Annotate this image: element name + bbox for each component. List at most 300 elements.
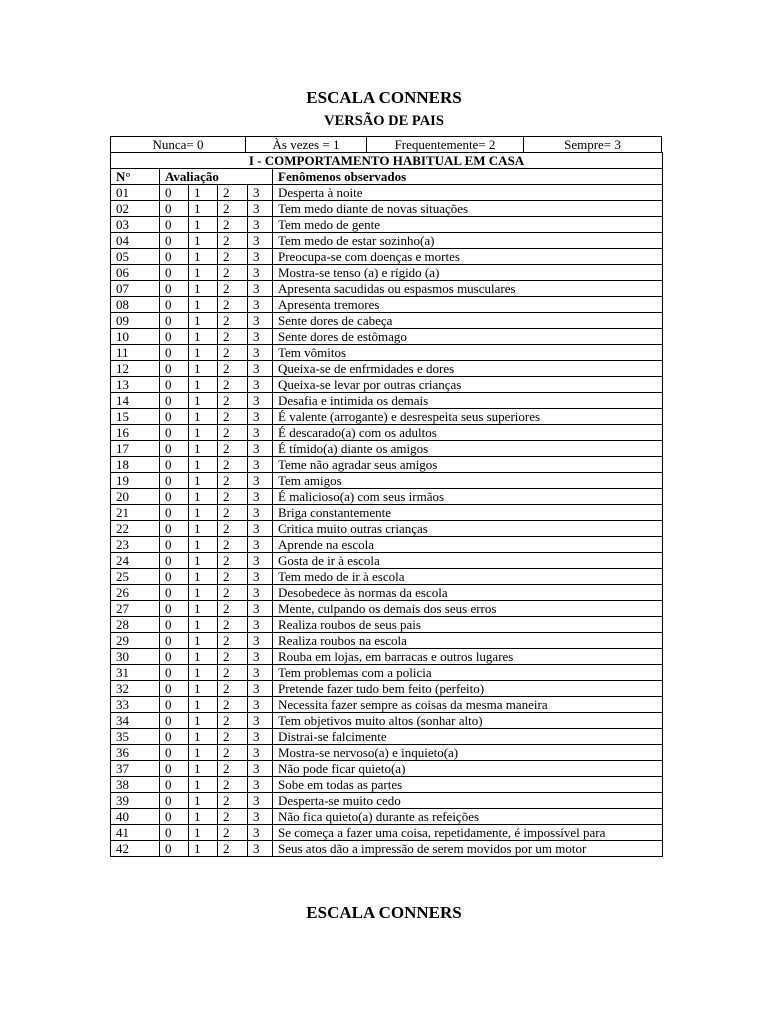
item-description: É valente (arrogante) e desrespeita seus superiores <box>273 409 663 425</box>
rating-option-0[interactable]: 0 <box>160 825 189 841</box>
table-row <box>111 393 663 409</box>
rating-option-0[interactable]: 0 <box>160 281 189 297</box>
rating-option-0[interactable]: 0 <box>160 201 189 217</box>
item-number: 20 <box>111 489 160 505</box>
rating-option-0[interactable]: 0 <box>160 505 189 521</box>
rating-option-0[interactable]: 0 <box>160 841 189 857</box>
rating-option-3[interactable]: 3 <box>248 569 273 585</box>
item-number: 04 <box>111 233 160 249</box>
rating-option-3[interactable]: 3 <box>248 697 273 713</box>
item-description: Tem objetivos muito altos (sonhar alto) <box>273 713 663 729</box>
table-row <box>111 441 663 457</box>
rating-option-2[interactable]: 2 <box>218 681 248 697</box>
rating-option-3[interactable]: 3 <box>248 665 273 681</box>
rating-option-0[interactable]: 0 <box>160 745 189 761</box>
rating-option-1[interactable]: 1 <box>189 713 218 729</box>
item-number: 31 <box>111 665 160 681</box>
rating-option-3[interactable]: 3 <box>248 553 273 569</box>
item-description: Se começa a fazer uma coisa, repetidamente, é impossível para <box>273 825 663 841</box>
item-number: 38 <box>111 777 160 793</box>
rating-option-1[interactable]: 1 <box>189 825 218 841</box>
item-description: Não fica quieto(a) durante as refeições <box>273 809 663 825</box>
item-number: 08 <box>111 297 160 313</box>
item-number: 37 <box>111 761 160 777</box>
table-row <box>111 665 663 681</box>
rating-legend <box>110 136 662 153</box>
rating-option-1[interactable]: 1 <box>189 729 218 745</box>
item-description: Preocupa-se com doenças e mortes <box>273 249 663 265</box>
table-row <box>111 825 663 841</box>
item-description: Tem vômitos <box>273 345 663 361</box>
rating-option-0[interactable]: 0 <box>160 265 189 281</box>
rating-option-2[interactable]: 2 <box>218 265 248 281</box>
item-description: Aprende na escola <box>273 537 663 553</box>
table-row <box>111 729 663 745</box>
rating-option-0[interactable]: 0 <box>160 473 189 489</box>
rating-option-0[interactable]: 0 <box>160 761 189 777</box>
table-row <box>111 377 663 393</box>
rating-option-1[interactable]: 1 <box>189 793 218 809</box>
table-row <box>111 633 663 649</box>
rating-option-0[interactable]: 0 <box>160 569 189 585</box>
header-number: N° <box>111 169 160 185</box>
rating-option-2[interactable]: 2 <box>218 233 248 249</box>
rating-option-3[interactable]: 3 <box>248 793 273 809</box>
rating-option-3[interactable]: 3 <box>248 681 273 697</box>
rating-option-2[interactable]: 2 <box>218 537 248 553</box>
rating-option-1[interactable]: 1 <box>189 665 218 681</box>
rating-option-0[interactable]: 0 <box>160 329 189 345</box>
rating-option-1[interactable]: 1 <box>189 473 218 489</box>
rating-option-0[interactable]: 0 <box>160 649 189 665</box>
rating-option-3[interactable]: 3 <box>248 297 273 313</box>
rating-option-2[interactable]: 2 <box>218 297 248 313</box>
rating-option-3[interactable]: 3 <box>248 761 273 777</box>
legend-never: Nunca= 0 <box>111 137 246 152</box>
item-number: 25 <box>111 569 160 585</box>
rating-option-0[interactable]: 0 <box>160 489 189 505</box>
item-description: Desperta-se muito cedo <box>273 793 663 809</box>
rating-option-0[interactable]: 0 <box>160 601 189 617</box>
item-number: 15 <box>111 409 160 425</box>
rating-option-3[interactable]: 3 <box>248 329 273 345</box>
rating-option-2[interactable]: 2 <box>218 393 248 409</box>
rating-option-1[interactable]: 1 <box>189 425 218 441</box>
rating-option-3[interactable]: 3 <box>248 409 273 425</box>
rating-option-2[interactable]: 2 <box>218 745 248 761</box>
rating-option-2[interactable]: 2 <box>218 473 248 489</box>
rating-option-3[interactable]: 3 <box>248 201 273 217</box>
rating-option-0[interactable]: 0 <box>160 457 189 473</box>
rating-option-3[interactable]: 3 <box>248 841 273 857</box>
rating-option-2[interactable]: 2 <box>218 585 248 601</box>
item-number: 02 <box>111 201 160 217</box>
item-number: 12 <box>111 361 160 377</box>
item-description: Tem medo de ir à escola <box>273 569 663 585</box>
table-row <box>111 585 663 601</box>
item-description: Apresenta tremores <box>273 297 663 313</box>
rating-option-3[interactable]: 3 <box>248 233 273 249</box>
rating-option-1[interactable]: 1 <box>189 313 218 329</box>
rating-option-1[interactable]: 1 <box>189 777 218 793</box>
rating-option-1[interactable]: 1 <box>189 393 218 409</box>
rating-option-1[interactable]: 1 <box>189 537 218 553</box>
rating-option-3[interactable]: 3 <box>248 809 273 825</box>
rating-option-0[interactable]: 0 <box>160 633 189 649</box>
rating-option-0[interactable]: 0 <box>160 377 189 393</box>
rating-option-0[interactable]: 0 <box>160 553 189 569</box>
rating-option-1[interactable]: 1 <box>189 217 218 233</box>
table-row <box>111 713 663 729</box>
rating-option-1[interactable]: 1 <box>189 649 218 665</box>
table-row <box>111 249 663 265</box>
rating-option-2[interactable]: 2 <box>218 377 248 393</box>
item-description: Rouba em lojas, em barracas e outros lugares <box>273 649 663 665</box>
rating-option-2[interactable]: 2 <box>218 633 248 649</box>
rating-option-2[interactable]: 2 <box>218 697 248 713</box>
rating-option-2[interactable]: 2 <box>218 793 248 809</box>
rating-option-3[interactable]: 3 <box>248 825 273 841</box>
item-description: Tem problemas com a policia <box>273 665 663 681</box>
item-description: Realiza roubos na escola <box>273 633 663 649</box>
rating-option-3[interactable]: 3 <box>248 633 273 649</box>
table-row <box>111 745 663 761</box>
rating-option-2[interactable]: 2 <box>218 313 248 329</box>
item-description: Apresenta sacudidas ou espasmos musculares <box>273 281 663 297</box>
rating-option-3[interactable]: 3 <box>248 601 273 617</box>
header-phenomena: Fenômenos observados <box>273 169 663 185</box>
rating-option-3[interactable]: 3 <box>248 441 273 457</box>
rating-option-2[interactable]: 2 <box>218 601 248 617</box>
rating-option-3[interactable]: 3 <box>248 537 273 553</box>
table-row <box>111 297 663 313</box>
table-row <box>111 457 663 473</box>
rating-option-0[interactable]: 0 <box>160 185 189 201</box>
rating-option-1[interactable]: 1 <box>189 377 218 393</box>
table-row <box>111 329 663 345</box>
rating-option-2[interactable]: 2 <box>218 761 248 777</box>
rating-option-0[interactable]: 0 <box>160 425 189 441</box>
rating-option-2[interactable]: 2 <box>218 825 248 841</box>
rating-option-1[interactable]: 1 <box>189 265 218 281</box>
rating-option-3[interactable]: 3 <box>248 345 273 361</box>
item-number: 34 <box>111 713 160 729</box>
item-description: Mostra-se tenso (a) e rígido (a) <box>273 265 663 281</box>
rating-option-1[interactable]: 1 <box>189 633 218 649</box>
rating-option-0[interactable]: 0 <box>160 537 189 553</box>
rating-option-1[interactable]: 1 <box>189 233 218 249</box>
table-row <box>111 201 663 217</box>
item-description: Tem amigos <box>273 473 663 489</box>
item-number: 10 <box>111 329 160 345</box>
rating-option-0[interactable]: 0 <box>160 697 189 713</box>
rating-option-0[interactable]: 0 <box>160 713 189 729</box>
rating-option-0[interactable]: 0 <box>160 585 189 601</box>
item-number: 28 <box>111 617 160 633</box>
table-row <box>111 265 663 281</box>
rating-option-3[interactable]: 3 <box>248 505 273 521</box>
legend-sometimes: Às vezes = 1 <box>246 137 367 152</box>
table-row <box>111 505 663 521</box>
rating-option-2[interactable]: 2 <box>218 665 248 681</box>
item-number: 40 <box>111 809 160 825</box>
item-number: 32 <box>111 681 160 697</box>
item-description: É malicioso(a) com seus irmãos <box>273 489 663 505</box>
rating-option-0[interactable]: 0 <box>160 617 189 633</box>
rating-option-1[interactable]: 1 <box>189 489 218 505</box>
item-number: 06 <box>111 265 160 281</box>
item-number: 03 <box>111 217 160 233</box>
table-row <box>111 537 663 553</box>
rating-option-0[interactable]: 0 <box>160 393 189 409</box>
rating-option-2[interactable]: 2 <box>218 521 248 537</box>
rating-option-1[interactable]: 1 <box>189 281 218 297</box>
rating-option-2[interactable]: 2 <box>218 505 248 521</box>
table-row <box>111 553 663 569</box>
header-rating: Avaliação <box>160 169 273 185</box>
rating-option-0[interactable]: 0 <box>160 233 189 249</box>
table-row <box>111 649 663 665</box>
rating-option-2[interactable]: 2 <box>218 345 248 361</box>
item-number: 36 <box>111 745 160 761</box>
item-description: Não pode ficar quieto(a) <box>273 761 663 777</box>
rating-option-2[interactable]: 2 <box>218 713 248 729</box>
rating-option-3[interactable]: 3 <box>248 489 273 505</box>
rating-option-0[interactable]: 0 <box>160 217 189 233</box>
rating-option-2[interactable]: 2 <box>218 201 248 217</box>
rating-option-0[interactable]: 0 <box>160 809 189 825</box>
rating-option-3[interactable]: 3 <box>248 745 273 761</box>
rating-option-3[interactable]: 3 <box>248 185 273 201</box>
page-title: ESCALA CONNERS <box>306 88 462 107</box>
item-description: Tem medo de estar sozinho(a) <box>273 233 663 249</box>
item-number: 22 <box>111 521 160 537</box>
rating-option-1[interactable]: 1 <box>189 681 218 697</box>
item-description: É descarado(a) com os adultos <box>273 425 663 441</box>
rating-option-2[interactable]: 2 <box>218 441 248 457</box>
item-description: Gosta de ir à escola <box>273 553 663 569</box>
rating-option-3[interactable]: 3 <box>248 457 273 473</box>
rating-option-1[interactable]: 1 <box>189 553 218 569</box>
item-description: Necessita fazer sempre as coisas da mesma maneira <box>273 697 663 713</box>
rating-option-0[interactable]: 0 <box>160 729 189 745</box>
item-number: 07 <box>111 281 160 297</box>
rating-option-2[interactable]: 2 <box>218 361 248 377</box>
rating-option-2[interactable]: 2 <box>218 809 248 825</box>
rating-option-2[interactable]: 2 <box>218 185 248 201</box>
rating-option-0[interactable]: 0 <box>160 793 189 809</box>
rating-option-3[interactable]: 3 <box>248 313 273 329</box>
rating-option-3[interactable]: 3 <box>248 617 273 633</box>
rating-option-0[interactable]: 0 <box>160 297 189 313</box>
item-description: Mente, culpando os demais dos seus erros <box>273 601 663 617</box>
table-row <box>111 233 663 249</box>
item-description: Desobedece às normas da escola <box>273 585 663 601</box>
section-title: I - COMPORTAMENTO HABITUAL EM CASA <box>111 153 663 169</box>
rating-option-3[interactable]: 3 <box>248 377 273 393</box>
rating-option-1[interactable]: 1 <box>189 841 218 857</box>
rating-option-1[interactable]: 1 <box>189 697 218 713</box>
item-description: Queixa-se levar por outras crianças <box>273 377 663 393</box>
rating-option-0[interactable]: 0 <box>160 665 189 681</box>
page-subtitle: VERSÃO DE PAIS <box>324 113 444 129</box>
rating-option-3[interactable]: 3 <box>248 585 273 601</box>
rating-option-0[interactable]: 0 <box>160 249 189 265</box>
rating-option-3[interactable]: 3 <box>248 217 273 233</box>
item-number: 18 <box>111 457 160 473</box>
item-description: Sente dores de cabeça <box>273 313 663 329</box>
item-description: Pretende fazer tudo bem feito (perfeito) <box>273 681 663 697</box>
rating-option-1[interactable]: 1 <box>189 617 218 633</box>
item-number: 33 <box>111 697 160 713</box>
rating-option-3[interactable]: 3 <box>248 521 273 537</box>
rating-option-1[interactable]: 1 <box>189 441 218 457</box>
table-row <box>111 761 663 777</box>
table-row <box>111 697 663 713</box>
rating-option-1[interactable]: 1 <box>189 809 218 825</box>
rating-option-1[interactable]: 1 <box>189 185 218 201</box>
rating-option-2[interactable]: 2 <box>218 617 248 633</box>
rating-option-2[interactable]: 2 <box>218 841 248 857</box>
table-row <box>111 345 663 361</box>
rating-option-3[interactable]: 3 <box>248 473 273 489</box>
item-description: Distrai-se falcimente <box>273 729 663 745</box>
rating-option-2[interactable]: 2 <box>218 489 248 505</box>
table-row <box>111 777 663 793</box>
item-description: É tímido(a) diante os amigos <box>273 441 663 457</box>
table-row <box>111 617 663 633</box>
table-row <box>111 425 663 441</box>
rating-option-1[interactable]: 1 <box>189 329 218 345</box>
rating-option-3[interactable]: 3 <box>248 649 273 665</box>
rating-option-1[interactable]: 1 <box>189 409 218 425</box>
rating-option-1[interactable]: 1 <box>189 521 218 537</box>
rating-option-1[interactable]: 1 <box>189 761 218 777</box>
item-number: 24 <box>111 553 160 569</box>
rating-option-3[interactable]: 3 <box>248 265 273 281</box>
table-row <box>111 489 663 505</box>
table-row <box>111 841 663 857</box>
table-row <box>111 313 663 329</box>
rating-option-2[interactable]: 2 <box>218 217 248 233</box>
rating-option-2[interactable]: 2 <box>218 409 248 425</box>
rating-option-0[interactable]: 0 <box>160 409 189 425</box>
item-description: Sente dores de estômago <box>273 329 663 345</box>
item-description: Desafia e intimida os demais <box>273 393 663 409</box>
rating-option-1[interactable]: 1 <box>189 361 218 377</box>
rating-option-0[interactable]: 0 <box>160 681 189 697</box>
rating-option-2[interactable]: 2 <box>218 569 248 585</box>
item-number: 11 <box>111 345 160 361</box>
rating-option-0[interactable]: 0 <box>160 361 189 377</box>
item-number: 01 <box>111 185 160 201</box>
item-description: Tem medo de gente <box>273 217 663 233</box>
rating-option-2[interactable]: 2 <box>218 553 248 569</box>
rating-option-2[interactable]: 2 <box>218 649 248 665</box>
table-row <box>111 281 663 297</box>
rating-option-0[interactable]: 0 <box>160 777 189 793</box>
rating-option-2[interactable]: 2 <box>218 777 248 793</box>
rating-option-2[interactable]: 2 <box>218 425 248 441</box>
item-description: Mostra-se nervoso(a) e inquieto(a) <box>273 745 663 761</box>
rating-option-0[interactable]: 0 <box>160 345 189 361</box>
table-row <box>111 473 663 489</box>
item-number: 42 <box>111 841 160 857</box>
item-number: 16 <box>111 425 160 441</box>
item-description: Critica muito outras crianças <box>273 521 663 537</box>
legend-always: Sempre= 3 <box>564 137 621 152</box>
item-description: Seus atos dão a impressão de serem movidos por um motor <box>273 841 663 857</box>
item-number: 26 <box>111 585 160 601</box>
rating-option-2[interactable]: 2 <box>218 729 248 745</box>
rating-option-3[interactable]: 3 <box>248 361 273 377</box>
footer-title: ESCALA CONNERS <box>306 903 462 922</box>
rating-option-2[interactable]: 2 <box>218 457 248 473</box>
item-description: Desperta à noite <box>273 185 663 201</box>
rating-option-3[interactable]: 3 <box>248 393 273 409</box>
item-number: 23 <box>111 537 160 553</box>
rating-option-3[interactable]: 3 <box>248 713 273 729</box>
rating-option-3[interactable]: 3 <box>248 249 273 265</box>
item-number: 05 <box>111 249 160 265</box>
rating-option-1[interactable]: 1 <box>189 201 218 217</box>
item-number: 21 <box>111 505 160 521</box>
rating-option-3[interactable]: 3 <box>248 281 273 297</box>
rating-option-3[interactable]: 3 <box>248 777 273 793</box>
rating-option-1[interactable]: 1 <box>189 505 218 521</box>
table-row <box>111 409 663 425</box>
rating-option-1[interactable]: 1 <box>189 745 218 761</box>
table-row <box>111 681 663 697</box>
rating-option-1[interactable]: 1 <box>189 585 218 601</box>
table-row <box>111 361 663 377</box>
rating-option-1[interactable]: 1 <box>189 569 218 585</box>
rating-option-0[interactable]: 0 <box>160 441 189 457</box>
table-row <box>111 569 663 585</box>
item-description: Teme não agradar seus amigos <box>273 457 663 473</box>
rating-option-2[interactable]: 2 <box>218 281 248 297</box>
rating-option-3[interactable]: 3 <box>248 425 273 441</box>
rating-option-3[interactable]: 3 <box>248 729 273 745</box>
table-row <box>111 185 663 201</box>
item-number: 19 <box>111 473 160 489</box>
item-description: Tem medo diante de novas situações <box>273 201 663 217</box>
rating-option-1[interactable]: 1 <box>189 345 218 361</box>
table-row <box>111 217 663 233</box>
item-description: Sobe em todas as partes <box>273 777 663 793</box>
table-row <box>111 793 663 809</box>
rating-option-0[interactable]: 0 <box>160 521 189 537</box>
rating-option-2[interactable]: 2 <box>218 249 248 265</box>
rating-option-1[interactable]: 1 <box>189 297 218 313</box>
item-number: 41 <box>111 825 160 841</box>
item-number: 29 <box>111 633 160 649</box>
rating-option-2[interactable]: 2 <box>218 329 248 345</box>
item-number: 35 <box>111 729 160 745</box>
table-row <box>111 601 663 617</box>
rating-option-1[interactable]: 1 <box>189 249 218 265</box>
item-number: 30 <box>111 649 160 665</box>
item-description: Realiza roubos de seus pais <box>273 617 663 633</box>
rating-option-0[interactable]: 0 <box>160 313 189 329</box>
legend-frequently: Frequentemente= 2 <box>367 137 524 152</box>
item-number: 14 <box>111 393 160 409</box>
item-number: 17 <box>111 441 160 457</box>
conners-table <box>110 152 663 857</box>
table-row <box>111 809 663 825</box>
rating-option-1[interactable]: 1 <box>189 457 218 473</box>
rating-option-1[interactable]: 1 <box>189 601 218 617</box>
